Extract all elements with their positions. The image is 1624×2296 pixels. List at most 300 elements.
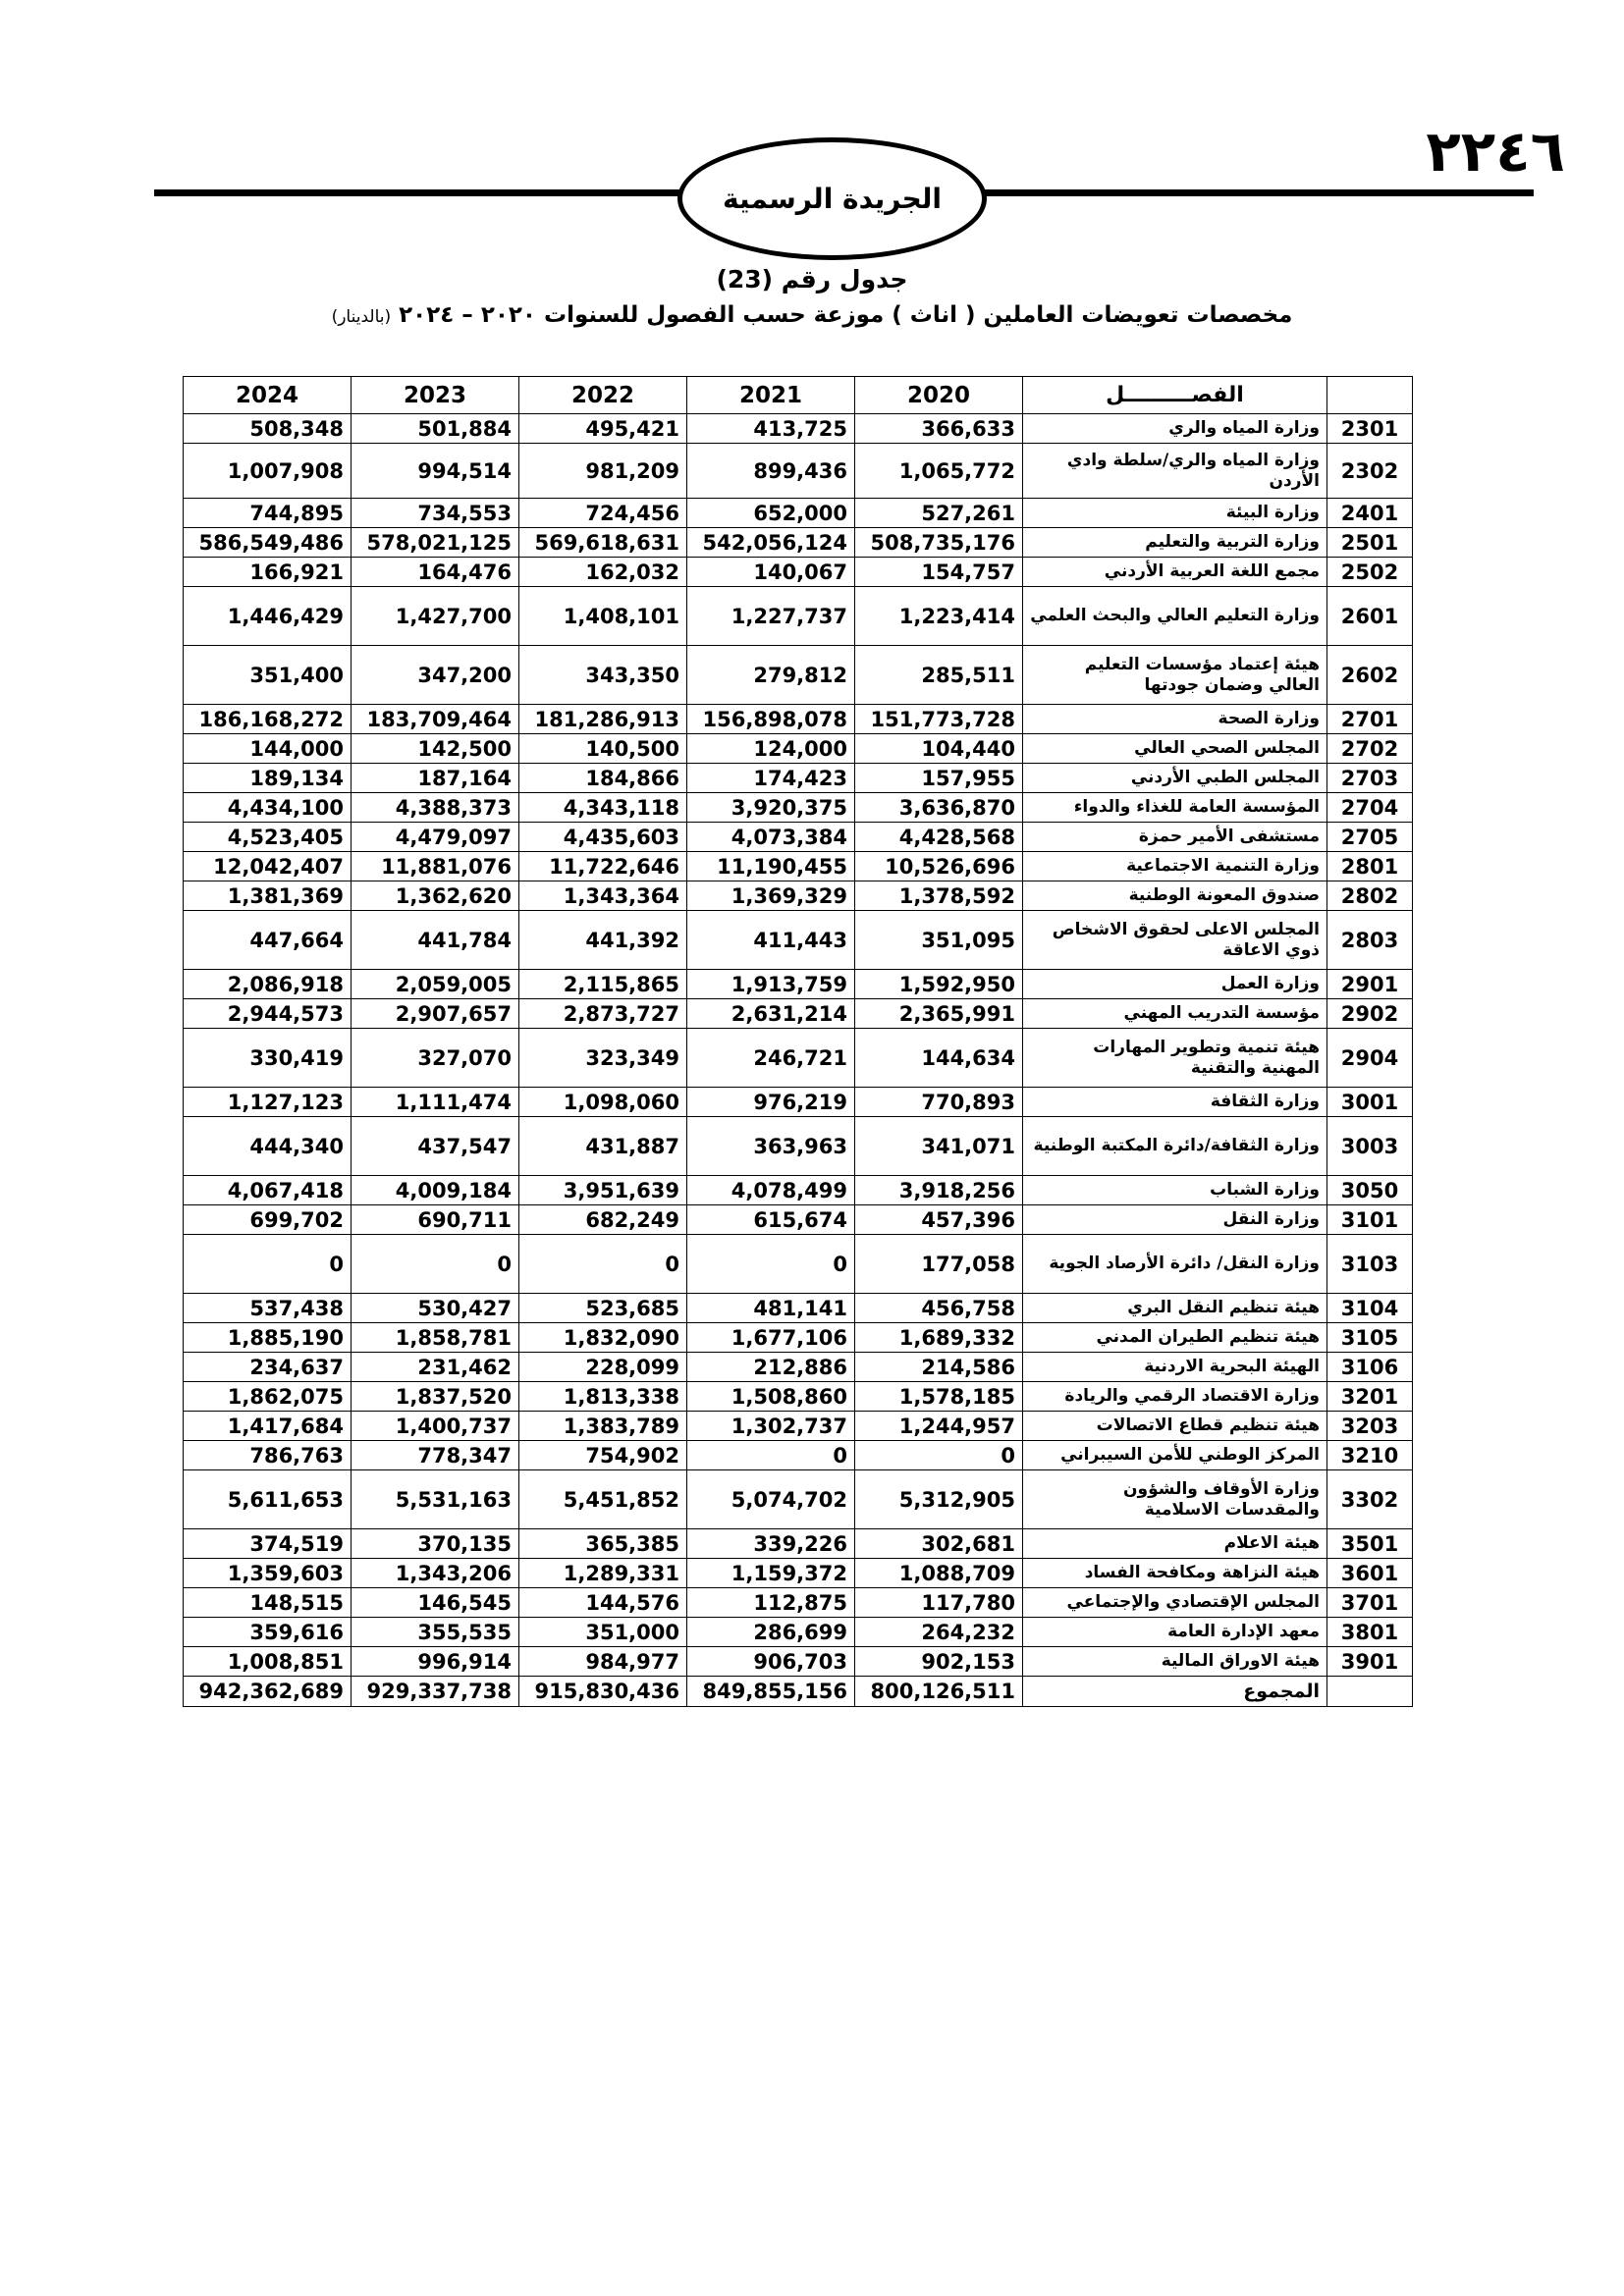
value-2023: 690,711 xyxy=(352,1205,519,1235)
value-2020: 177,058 xyxy=(855,1235,1023,1294)
value-2023: 4,388,373 xyxy=(352,793,519,823)
value-2020: 902,153 xyxy=(855,1647,1023,1677)
value-2022: 4,343,118 xyxy=(519,793,687,823)
chapter-name: وزارة العمل xyxy=(1023,970,1327,999)
table-row xyxy=(184,793,1413,823)
value-2023: 1,400,737 xyxy=(352,1412,519,1441)
header-2024: 2024 xyxy=(184,377,352,414)
chapter-code: 2704 xyxy=(1327,793,1413,823)
value-2022: 1,098,060 xyxy=(519,1088,687,1117)
value-2022: 724,456 xyxy=(519,499,687,528)
chapter-code: 3001 xyxy=(1327,1088,1413,1117)
value-2021: 542,056,124 xyxy=(687,528,855,558)
chapter-name: هيئة تنظيم قطاع الاتصالات xyxy=(1023,1412,1327,1441)
value-2020: 770,893 xyxy=(855,1088,1023,1117)
chapter-code: 3501 xyxy=(1327,1529,1413,1559)
value-2023: 1,837,520 xyxy=(352,1382,519,1412)
value-2024: 189,134 xyxy=(184,764,352,793)
value-2020: 5,312,905 xyxy=(855,1470,1023,1529)
value-2021: 11,190,455 xyxy=(687,852,855,881)
value-2023: 441,784 xyxy=(352,911,519,970)
value-2024: 351,400 xyxy=(184,646,352,705)
chapter-name: وزارة الصحة xyxy=(1023,705,1327,734)
value-2021: 652,000 xyxy=(687,499,855,528)
value-2021: 481,141 xyxy=(687,1294,855,1323)
value-2022: 181,286,913 xyxy=(519,705,687,734)
chapter-code: 3701 xyxy=(1327,1588,1413,1618)
table-row xyxy=(184,1088,1413,1117)
table-row xyxy=(184,444,1413,499)
value-2020: 1,592,950 xyxy=(855,970,1023,999)
value-2024: 699,702 xyxy=(184,1205,352,1235)
value-2022: 162,032 xyxy=(519,558,687,587)
value-2020: 1,065,772 xyxy=(855,444,1023,499)
value-2021: 3,920,375 xyxy=(687,793,855,823)
chapter-code: 3103 xyxy=(1327,1235,1413,1294)
value-2021: 906,703 xyxy=(687,1647,855,1677)
value-2020: 264,232 xyxy=(855,1618,1023,1647)
value-2023: 4,479,097 xyxy=(352,823,519,852)
value-2023: 2,059,005 xyxy=(352,970,519,999)
total-label: المجموع xyxy=(1023,1677,1327,1707)
table-row xyxy=(184,705,1413,734)
chapter-code: 3003 xyxy=(1327,1117,1413,1176)
chapter-name: هيئة النزاهة ومكافحة الفساد xyxy=(1023,1559,1327,1588)
value-2021: 899,436 xyxy=(687,444,855,499)
value-2023: 578,021,125 xyxy=(352,528,519,558)
chapter-name: وزارة الاقتصاد الرقمي والريادة xyxy=(1023,1382,1327,1412)
value-2020: 527,261 xyxy=(855,499,1023,528)
table-subtitle xyxy=(0,302,1624,328)
value-2021: 615,674 xyxy=(687,1205,855,1235)
table-row xyxy=(184,1441,1413,1470)
value-2023: 146,545 xyxy=(352,1588,519,1618)
table-row xyxy=(184,1382,1413,1412)
value-2024: 2,086,918 xyxy=(184,970,352,999)
value-2021: 4,078,499 xyxy=(687,1176,855,1205)
value-2021: 140,067 xyxy=(687,558,855,587)
chapter-code: 2901 xyxy=(1327,970,1413,999)
value-2022: 754,902 xyxy=(519,1441,687,1470)
table-row xyxy=(184,734,1413,764)
value-2022: 569,618,631 xyxy=(519,528,687,558)
value-2022: 1,383,789 xyxy=(519,1412,687,1441)
value-2021: 279,812 xyxy=(687,646,855,705)
value-2020: 1,689,332 xyxy=(855,1323,1023,1353)
value-2020: 3,918,256 xyxy=(855,1176,1023,1205)
value-2021: 174,423 xyxy=(687,764,855,793)
table-body xyxy=(184,414,1413,1707)
value-2022: 365,385 xyxy=(519,1529,687,1559)
value-2021: 2,631,214 xyxy=(687,999,855,1029)
chapter-code: 2502 xyxy=(1327,558,1413,587)
allocations-table xyxy=(183,376,1413,1707)
value-2021: 246,721 xyxy=(687,1029,855,1088)
table-row xyxy=(184,1117,1413,1176)
chapter-code: 3201 xyxy=(1327,1382,1413,1412)
chapter-code: 3801 xyxy=(1327,1618,1413,1647)
value-2023: 11,881,076 xyxy=(352,852,519,881)
chapter-code: 3901 xyxy=(1327,1647,1413,1677)
table-row xyxy=(184,1588,1413,1618)
value-2022: 0 xyxy=(519,1235,687,1294)
chapter-code: 2302 xyxy=(1327,444,1413,499)
chapter-code: 2801 xyxy=(1327,852,1413,881)
header-2021: 2021 xyxy=(687,377,855,414)
chapter-code: 2902 xyxy=(1327,999,1413,1029)
value-2024: 166,921 xyxy=(184,558,352,587)
value-2023: 187,164 xyxy=(352,764,519,793)
value-2024: 1,862,075 xyxy=(184,1382,352,1412)
value-2022: 431,887 xyxy=(519,1117,687,1176)
value-2022: 184,866 xyxy=(519,764,687,793)
value-2020: 1,578,185 xyxy=(855,1382,1023,1412)
value-2023: 734,553 xyxy=(352,499,519,528)
chapter-code: 2803 xyxy=(1327,911,1413,970)
value-2022: 984,977 xyxy=(519,1647,687,1677)
chapter-name: وزارة الأوقاف والشؤون والمقدسات الاسلامية xyxy=(1023,1470,1327,1529)
value-2024: 1,008,851 xyxy=(184,1647,352,1677)
value-2024: 4,067,418 xyxy=(184,1176,352,1205)
chapter-name: هيئة تنمية وتطوير المهارات المهنية والتقنية xyxy=(1023,1029,1327,1088)
chapter-name: معهد الإدارة العامة xyxy=(1023,1618,1327,1647)
value-2024: 1,885,190 xyxy=(184,1323,352,1353)
value-2023: 231,462 xyxy=(352,1353,519,1382)
value-2023: 1,362,620 xyxy=(352,881,519,911)
value-2024: 12,042,407 xyxy=(184,852,352,881)
value-2021: 156,898,078 xyxy=(687,705,855,734)
total-2022: 915,830,436 xyxy=(519,1677,687,1707)
value-2023: 1,858,781 xyxy=(352,1323,519,1353)
value-2022: 351,000 xyxy=(519,1618,687,1647)
value-2022: 981,209 xyxy=(519,444,687,499)
value-2023: 996,914 xyxy=(352,1647,519,1677)
table-row xyxy=(184,823,1413,852)
value-2020: 508,735,176 xyxy=(855,528,1023,558)
value-2021: 1,369,329 xyxy=(687,881,855,911)
chapter-code: 3106 xyxy=(1327,1353,1413,1382)
total-2023: 929,337,738 xyxy=(352,1677,519,1707)
value-2021: 5,074,702 xyxy=(687,1470,855,1529)
value-2022: 495,421 xyxy=(519,414,687,444)
table-row xyxy=(184,852,1413,881)
value-2020: 341,071 xyxy=(855,1117,1023,1176)
value-2020: 154,757 xyxy=(855,558,1023,587)
table-row xyxy=(184,646,1413,705)
chapter-name: المجلس الاعلى لحقوق الاشخاص ذوي الاعاقة xyxy=(1023,911,1327,970)
chapter-code: 2301 xyxy=(1327,414,1413,444)
value-2021: 1,159,372 xyxy=(687,1559,855,1588)
page-number: ٢٢٤٦ xyxy=(1426,118,1565,185)
header-2023: 2023 xyxy=(352,377,519,414)
value-2024: 586,549,486 xyxy=(184,528,352,558)
value-2021: 1,508,860 xyxy=(687,1382,855,1412)
chapter-name: هيئة الاوراق المالية xyxy=(1023,1647,1327,1677)
value-2021: 4,073,384 xyxy=(687,823,855,852)
chapter-name: وزارة التربية والتعليم xyxy=(1023,528,1327,558)
chapter-name: وزارة النقل xyxy=(1023,1205,1327,1235)
chapter-code: 2705 xyxy=(1327,823,1413,852)
value-2021: 1,913,759 xyxy=(687,970,855,999)
value-2020: 4,428,568 xyxy=(855,823,1023,852)
value-2023: 327,070 xyxy=(352,1029,519,1088)
value-2024: 1,381,369 xyxy=(184,881,352,911)
value-2022: 1,343,364 xyxy=(519,881,687,911)
table-row xyxy=(184,999,1413,1029)
value-2021: 339,226 xyxy=(687,1529,855,1559)
value-2024: 786,763 xyxy=(184,1441,352,1470)
chapter-code: 2702 xyxy=(1327,734,1413,764)
table-row xyxy=(184,1647,1413,1677)
value-2024: 374,519 xyxy=(184,1529,352,1559)
chapter-name: الهيئة البحرية الاردنية xyxy=(1023,1353,1327,1382)
chapter-name: وزارة المياه والري/سلطة وادي الأردن xyxy=(1023,444,1327,499)
value-2022: 140,500 xyxy=(519,734,687,764)
value-2021: 286,699 xyxy=(687,1618,855,1647)
value-2020: 214,586 xyxy=(855,1353,1023,1382)
table-row xyxy=(184,1559,1413,1588)
value-2023: 164,476 xyxy=(352,558,519,587)
chapter-code: 3203 xyxy=(1327,1412,1413,1441)
total-row xyxy=(184,1677,1413,1707)
value-2022: 2,873,727 xyxy=(519,999,687,1029)
value-2023: 501,884 xyxy=(352,414,519,444)
value-2023: 5,531,163 xyxy=(352,1470,519,1529)
chapter-code: 2501 xyxy=(1327,528,1413,558)
table-row xyxy=(184,1412,1413,1441)
table-title: جدول رقم (23) xyxy=(716,265,908,294)
chapter-name: وزارة الشباب xyxy=(1023,1176,1327,1205)
chapter-name: وزارة المياه والري xyxy=(1023,414,1327,444)
value-2021: 363,963 xyxy=(687,1117,855,1176)
chapter-code: 3050 xyxy=(1327,1176,1413,1205)
value-2020: 1,223,414 xyxy=(855,587,1023,646)
chapter-name: المجلس الإقتصادي والإجتماعي xyxy=(1023,1588,1327,1618)
total-2024: 942,362,689 xyxy=(184,1677,352,1707)
table-row xyxy=(184,1235,1413,1294)
chapter-name: هيئة تنظيم الطيران المدني xyxy=(1023,1323,1327,1353)
value-2023: 437,547 xyxy=(352,1117,519,1176)
value-2024: 144,000 xyxy=(184,734,352,764)
chapter-name: هيئة إعتماد مؤسسات التعليم العالي وضمان جودتها xyxy=(1023,646,1327,705)
value-2024: 359,616 xyxy=(184,1618,352,1647)
value-2024: 2,944,573 xyxy=(184,999,352,1029)
value-2020: 157,955 xyxy=(855,764,1023,793)
chapter-code: 2701 xyxy=(1327,705,1413,734)
chapter-code: 2601 xyxy=(1327,587,1413,646)
table-subtitle-text: مخصصات تعويضات العاملين ( اناث ) موزعة حسب الفصول للسنوات ٢٠٢٠ – ٢٠٢٤ xyxy=(399,302,1293,328)
chapter-name: صندوق المعونة الوطنية xyxy=(1023,881,1327,911)
value-2024: 4,523,405 xyxy=(184,823,352,852)
value-2021: 411,443 xyxy=(687,911,855,970)
value-2023: 370,135 xyxy=(352,1529,519,1559)
table-row xyxy=(184,1353,1413,1382)
table-row xyxy=(184,1029,1413,1088)
total-2020: 800,126,511 xyxy=(855,1677,1023,1707)
value-2024: 1,446,429 xyxy=(184,587,352,646)
value-2022: 682,249 xyxy=(519,1205,687,1235)
table-row xyxy=(184,911,1413,970)
value-2021: 124,000 xyxy=(687,734,855,764)
table-row xyxy=(184,764,1413,793)
chapter-name: مستشفى الأمير حمزة xyxy=(1023,823,1327,852)
chapter-name: المؤسسة العامة للغذاء والدواء xyxy=(1023,793,1327,823)
value-2022: 1,408,101 xyxy=(519,587,687,646)
value-2024: 537,438 xyxy=(184,1294,352,1323)
value-2020: 3,636,870 xyxy=(855,793,1023,823)
chapter-code: 3210 xyxy=(1327,1441,1413,1470)
value-2022: 5,451,852 xyxy=(519,1470,687,1529)
chapter-name: المركز الوطني للأمن السيبراني xyxy=(1023,1441,1327,1470)
value-2020: 285,511 xyxy=(855,646,1023,705)
value-2022: 1,832,090 xyxy=(519,1323,687,1353)
value-2023: 347,200 xyxy=(352,646,519,705)
chapter-name: وزارة النقل/ دائرة الأرصاد الجوية xyxy=(1023,1235,1327,1294)
header-2020: 2020 xyxy=(855,377,1023,414)
value-2022: 1,289,331 xyxy=(519,1559,687,1588)
chapter-code: 3101 xyxy=(1327,1205,1413,1235)
value-2024: 744,895 xyxy=(184,499,352,528)
table-row xyxy=(184,1176,1413,1205)
value-2024: 5,611,653 xyxy=(184,1470,352,1529)
value-2020: 104,440 xyxy=(855,734,1023,764)
chapter-name: وزارة البيئة xyxy=(1023,499,1327,528)
value-2020: 1,244,957 xyxy=(855,1412,1023,1441)
value-2023: 355,535 xyxy=(352,1618,519,1647)
table-row xyxy=(184,414,1413,444)
value-2020: 456,758 xyxy=(855,1294,1023,1323)
table-row xyxy=(184,1618,1413,1647)
chapter-code: 3105 xyxy=(1327,1323,1413,1353)
value-2024: 508,348 xyxy=(184,414,352,444)
value-2023: 1,427,700 xyxy=(352,587,519,646)
value-2023: 994,514 xyxy=(352,444,519,499)
value-2022: 1,813,338 xyxy=(519,1382,687,1412)
value-2020: 366,633 xyxy=(855,414,1023,444)
value-2022: 343,350 xyxy=(519,646,687,705)
table-row xyxy=(184,881,1413,911)
header-code xyxy=(1327,377,1413,414)
chapter-code: 2904 xyxy=(1327,1029,1413,1088)
value-2020: 457,396 xyxy=(855,1205,1023,1235)
table-row xyxy=(184,1529,1413,1559)
header-chapter: الفصـــــــــل xyxy=(1023,377,1327,414)
value-2023: 1,111,474 xyxy=(352,1088,519,1117)
value-2020: 117,780 xyxy=(855,1588,1023,1618)
table-row xyxy=(184,587,1413,646)
value-2022: 4,435,603 xyxy=(519,823,687,852)
value-2024: 444,340 xyxy=(184,1117,352,1176)
chapter-name: هيئة تنظيم النقل البري xyxy=(1023,1294,1327,1323)
value-2021: 0 xyxy=(687,1235,855,1294)
header-2022: 2022 xyxy=(519,377,687,414)
chapter-name: المجلس الطبي الأردني xyxy=(1023,764,1327,793)
value-2023: 1,343,206 xyxy=(352,1559,519,1588)
chapter-name: هيئة الاعلام xyxy=(1023,1529,1327,1559)
value-2022: 3,951,639 xyxy=(519,1176,687,1205)
table-row xyxy=(184,1294,1413,1323)
table-row xyxy=(184,528,1413,558)
value-2020: 151,773,728 xyxy=(855,705,1023,734)
value-2024: 330,419 xyxy=(184,1029,352,1088)
value-2021: 0 xyxy=(687,1441,855,1470)
table-row xyxy=(184,1205,1413,1235)
value-2023: 183,709,464 xyxy=(352,705,519,734)
chapter-code: 2703 xyxy=(1327,764,1413,793)
value-2020: 1,088,709 xyxy=(855,1559,1023,1588)
total-code-empty xyxy=(1327,1677,1413,1707)
masthead-title: الجريدة الرسمية xyxy=(723,183,942,215)
value-2024: 1,417,684 xyxy=(184,1412,352,1441)
table-row xyxy=(184,499,1413,528)
value-2023: 530,427 xyxy=(352,1294,519,1323)
chapter-code: 2401 xyxy=(1327,499,1413,528)
value-2022: 2,115,865 xyxy=(519,970,687,999)
chapter-code: 3104 xyxy=(1327,1294,1413,1323)
value-2021: 413,725 xyxy=(687,414,855,444)
value-2024: 4,434,100 xyxy=(184,793,352,823)
value-2023: 778,347 xyxy=(352,1441,519,1470)
value-2023: 0 xyxy=(352,1235,519,1294)
chapter-name: المجلس الصحي العالي xyxy=(1023,734,1327,764)
value-2021: 1,227,737 xyxy=(687,587,855,646)
value-2022: 441,392 xyxy=(519,911,687,970)
value-2024: 447,664 xyxy=(184,911,352,970)
table-row xyxy=(184,558,1413,587)
chapter-name: مؤسسة التدريب المهني xyxy=(1023,999,1327,1029)
masthead-oval xyxy=(677,137,987,260)
table-unit: (بالدينار) xyxy=(331,307,392,327)
value-2024: 148,515 xyxy=(184,1588,352,1618)
value-2020: 2,365,991 xyxy=(855,999,1023,1029)
value-2020: 144,634 xyxy=(855,1029,1023,1088)
value-2020: 1,378,592 xyxy=(855,881,1023,911)
table-row xyxy=(184,1323,1413,1353)
value-2022: 323,349 xyxy=(519,1029,687,1088)
value-2020: 302,681 xyxy=(855,1529,1023,1559)
value-2022: 523,685 xyxy=(519,1294,687,1323)
value-2022: 144,576 xyxy=(519,1588,687,1618)
table-row xyxy=(184,970,1413,999)
chapter-code: 2602 xyxy=(1327,646,1413,705)
value-2023: 4,009,184 xyxy=(352,1176,519,1205)
value-2024: 234,637 xyxy=(184,1353,352,1382)
value-2021: 1,302,737 xyxy=(687,1412,855,1441)
value-2021: 976,219 xyxy=(687,1088,855,1117)
value-2020: 0 xyxy=(855,1441,1023,1470)
value-2024: 186,168,272 xyxy=(184,705,352,734)
chapter-code: 2802 xyxy=(1327,881,1413,911)
value-2020: 10,526,696 xyxy=(855,852,1023,881)
value-2023: 142,500 xyxy=(352,734,519,764)
value-2024: 1,359,603 xyxy=(184,1559,352,1588)
value-2024: 0 xyxy=(184,1235,352,1294)
chapter-name: وزارة التنمية الاجتماعية xyxy=(1023,852,1327,881)
value-2020: 351,095 xyxy=(855,911,1023,970)
chapter-name: مجمع اللغة العربية الأردني xyxy=(1023,558,1327,587)
value-2022: 11,722,646 xyxy=(519,852,687,881)
value-2021: 212,886 xyxy=(687,1353,855,1382)
value-2022: 228,099 xyxy=(519,1353,687,1382)
value-2021: 112,875 xyxy=(687,1588,855,1618)
chapter-name: وزارة التعليم العالي والبحث العلمي xyxy=(1023,587,1327,646)
chapter-name: وزارة الثقافة xyxy=(1023,1088,1327,1117)
table-header-row xyxy=(184,377,1413,414)
value-2024: 1,127,123 xyxy=(184,1088,352,1117)
value-2021: 1,677,106 xyxy=(687,1323,855,1353)
total-2021: 849,855,156 xyxy=(687,1677,855,1707)
chapter-code: 3601 xyxy=(1327,1559,1413,1588)
